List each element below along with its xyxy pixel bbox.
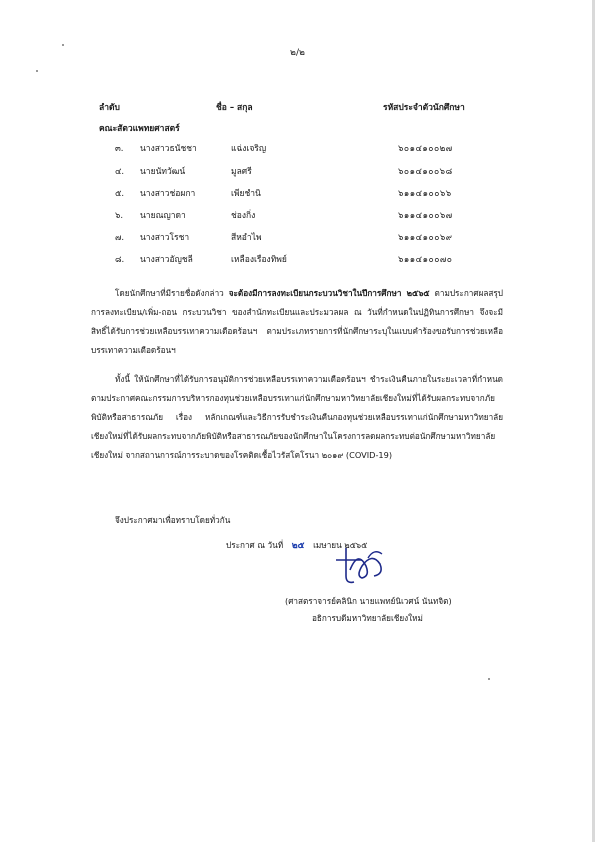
last-name: สีหอำไพ [231,233,262,243]
last-name: เพียชำนิ [231,189,261,199]
last-name: แฉ่งเจริญ [231,144,267,154]
signatory-position: อธิการบดีมหาวิทยาลัยเชียงใหม่ [312,613,423,623]
signatory-name: (ศาสตราจารย์คลินิก นายแพทย์นิเวศน์ นันทจิต) [285,596,452,606]
date-month-year: เมษายน ๒๕๖๕ [313,540,368,550]
paragraph-registration [91,284,503,360]
student-id: ๖๑๑๔๑๐๐๖๖ [398,189,452,199]
first-name: นางสาวช่อผกา [140,189,196,199]
last-name: มูลศรี [231,167,252,177]
student-row [0,164,595,178]
paragraph-repayment [91,370,503,465]
row-number: ๕. [115,189,125,199]
first-name: นายนัทวัฒน์ [140,167,186,177]
student-id: ๖๑๑๔๑๐๐๖๙ [398,233,453,243]
header-order: ลำดับ [99,103,120,113]
student-id: ๖๑๑๔๑๐๐๖๗ [398,211,453,221]
date-prefix: ประกาศ ณ วันที่ [226,540,284,550]
student-row [0,252,595,266]
student-row [0,230,595,244]
first-name: นายณญาดา [140,211,186,221]
date-day-handwritten: ๒๕ [291,541,305,551]
paragraph1-lead: โดยนักศึกษาที่มีรายชื่อดังกล่าว [115,288,229,298]
row-number: ๖. [115,211,124,221]
row-number: ๘. [115,255,125,265]
scan-speck [36,70,38,72]
student-id: ๖๑๑๔๑๐๐๗๐ [398,255,453,265]
header-student-id: รหัสประจำตัวนักศึกษา [383,103,465,113]
last-name: เหลืองเรืองทิพย์ [231,255,287,265]
student-id: ๖๐๑๔๑๐๐๒๗ [398,144,453,154]
page-number: ๒/๒ [290,48,305,58]
row-number: ๗. [115,233,125,243]
row-number: ๓. [115,144,124,154]
student-id: ๖๐๑๔๑๐๐๖๘ [398,167,453,177]
student-row [0,186,595,200]
paragraph2-text: ทั้งนี้ ให้นักศึกษาที่ได้รับการอนุมัติการช่วยเหลือบรรเทาความเดือดร้อนฯ ชำระเงินคืนภายในระยะเวลาที่กำหนด ตามประกาศคณะกรรมการบริหารกองทุนช่วยเหลือบรรเทาแก่นักศึกษามหาวิทยาลัยเชียงใหม่ที่ได้รับผลกระทบจากภัยพิบัติหรือสาธารณภัย เรื่อง หลักเกณฑ์และวิธีการรับชำระเงินคืนกองทุนช่วยเหลือบรรเทาแก่นักศึกษามหาวิทยาลัยเชียงใหม่ที่ได้รับผลกระทบจากภัยพิบัติหรือสาธารณภัยของนักศึกษาในโครงการลดผลกระทบต่อนักศึกษามหาวิทยาลัยเชียงใหม่ จากสถานการณ์การระบาดของโรคติดเชื้อไวรัสโคโรนา ๒๐๑๙ (COVID-19) [91,374,503,460]
signature-image [328,540,398,588]
faculty-heading: คณะสัตวแพทยศาสตร์ [99,124,180,134]
student-row [0,208,595,222]
first-name: นางสาวธนัชชา [140,144,197,154]
scan-speck [488,678,490,680]
first-name: นางสาวโรชา [140,233,190,243]
first-name: นางสาวอัญชลี [140,255,193,265]
row-number: ๔. [115,167,125,177]
paragraph1-rest: ตามประกาศผลสรุปการลงทะเบียน/เพิ่ม-ถอน กระบวนวิชา ของสำนักทะเบียนและประมวลผล ณ วันที่กำหนดในปฏิทินการศึกษา จึงจะมีสิทธิ์ได้รับการช่วยเหลือบรรเทาความเดือดร้อนฯ ตามประเภทรายการที่นักศึกษาระบุในแบบคำร้องขอรับการช่วยเหลือบรรเทาความเดือดร้อนฯ [91,288,503,355]
student-row [0,141,595,155]
paragraph1-bold: จะต้องมีการลงทะเบียนกระบวนวิชาในปีการศึกษา ๒๕๖๕ [228,288,430,298]
header-name: ชื่อ – สกุล [216,103,253,113]
announce-line: จึงประกาศมาเพื่อทราบโดยทั่วกัน [115,515,231,525]
last-name: ช่องกิ่ง [231,211,256,221]
